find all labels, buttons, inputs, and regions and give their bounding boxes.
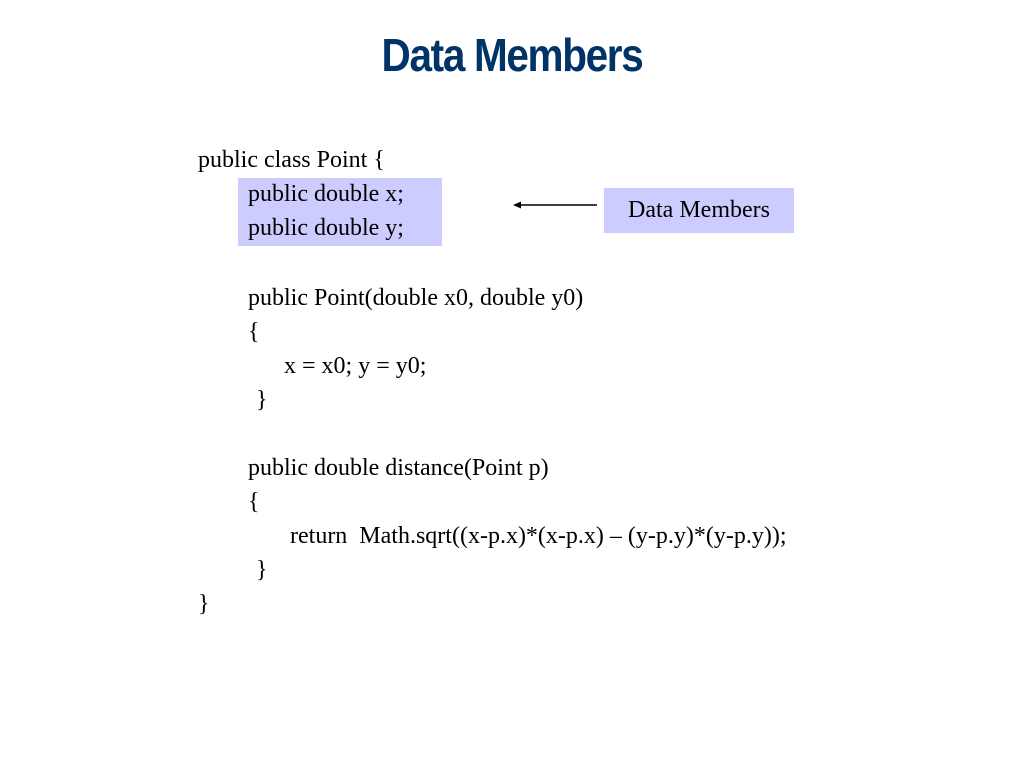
code-line-distance-body: return Math.sqrt((x-p.x)*(x-p.x) – (y-p.y)*(y-p.y)); [290, 523, 787, 549]
slide-title: Data Members [381, 29, 643, 81]
code-line-constructor: public Point(double x0, double y0) [248, 285, 584, 311]
code-line-constructor-close: } [256, 387, 268, 413]
code-line-field-x: public double x; [248, 181, 404, 207]
code-line-constructor-body: x = x0; y = y0; [284, 353, 427, 379]
arrow-left-icon [505, 196, 600, 214]
code-line-constructor-open: { [248, 319, 260, 345]
code-line-class-close: } [198, 591, 210, 617]
code-line-distance-close: } [256, 557, 268, 583]
code-line-field-y: public double y; [248, 215, 404, 241]
code-line-distance-open: { [248, 489, 260, 515]
code-line-class-decl: public class Point { [198, 147, 385, 173]
data-members-callout: Data Members [604, 188, 794, 233]
code-line-distance-method: public double distance(Point p) [248, 455, 549, 481]
